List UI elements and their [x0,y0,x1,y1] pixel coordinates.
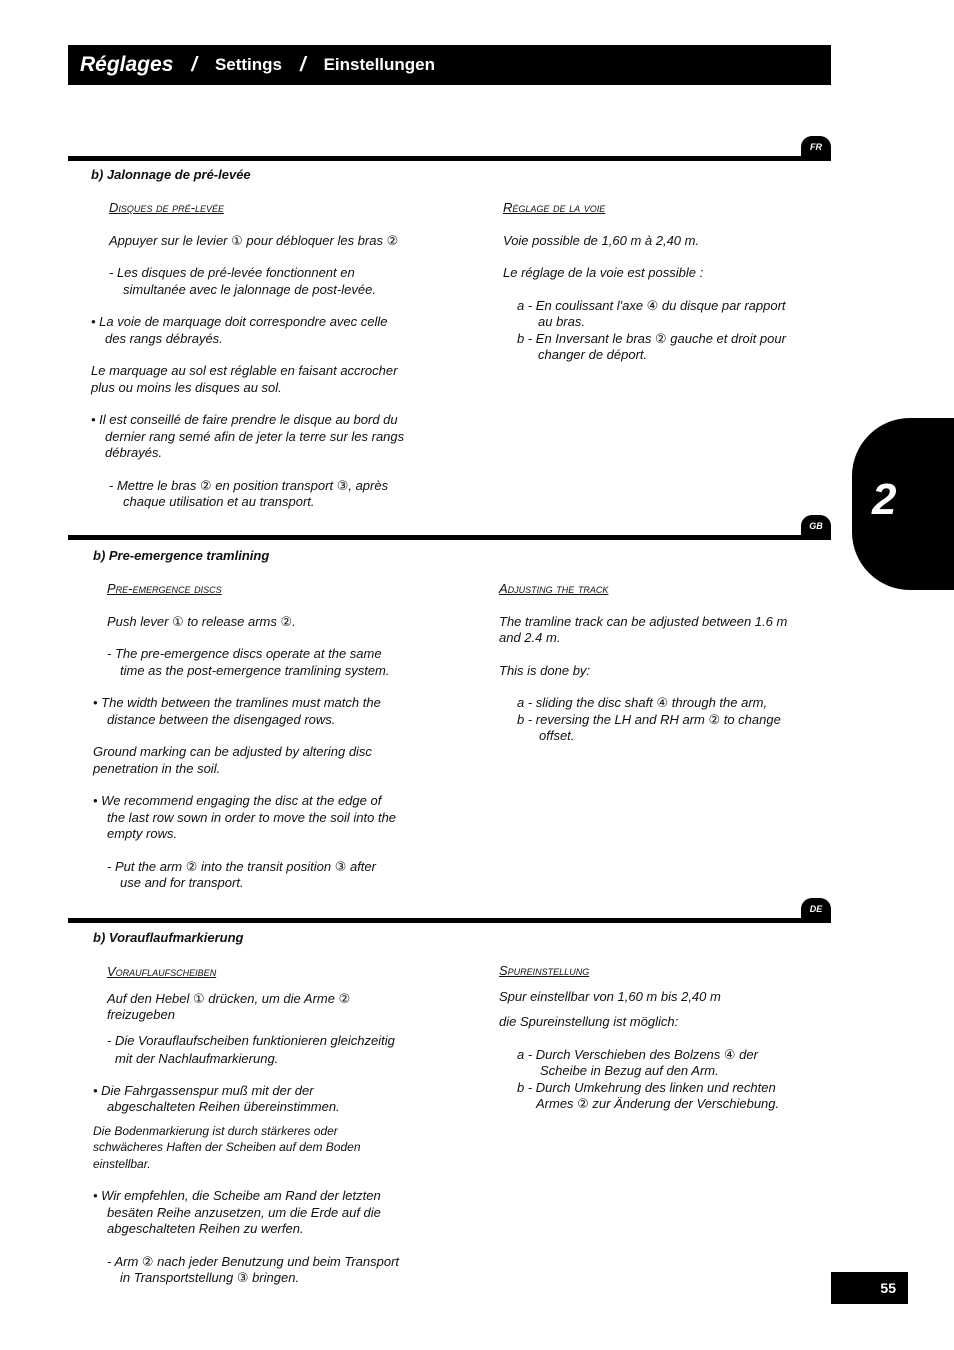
bullet: • Wir empfehlen, die Scheibe am Rand der letzten [93,1188,381,1203]
de-left-column [93,964,438,1287]
paragraph: time as the post-emergence tramlining system. [120,662,390,678]
subheading: Pre-emergence discs [107,581,222,596]
list-item: b - reversing the LH and RH arm ② to change [517,711,781,727]
header-title-gb: Settings [214,55,282,74]
bullet: des rangs débrayés. [105,330,223,346]
section-title-de: b) Vorauflaufmarkierung [93,930,244,945]
list-item: b - Durch Umkehrung des linken und rechten [517,1079,776,1095]
header-separator: / [191,53,197,76]
paragraph: mit der Nachlaufmarkierung. [115,1051,279,1066]
paragraph: and 2.4 m. [499,630,561,645]
bullet: débrayés. [105,445,163,460]
list-item: offset. [539,728,575,743]
bullet: the last row sown in order to move the soil into the [107,809,397,825]
paragraph: Ground marking can be adjusted by altering disc [93,744,372,759]
paragraph: chaque utilisation et au transport. [123,494,315,509]
paragraph: penetration in the soil. [93,760,221,776]
chapter-tab [852,418,954,590]
section-title-gb: b) Pre-emergence tramlining [93,548,270,563]
bullet: • We recommend engaging the disc at the edge of [93,793,382,808]
paragraph: Voie possible de 1,60 m à 2,40 m. [503,232,700,248]
bullet: dernier rang semé afin de jeter la terre sur les rangs [105,428,405,444]
paragraph: schwächeres Haften der Scheiben auf dem Boden [93,1140,361,1154]
section-divider [68,535,831,540]
bullet: besäten Reihe anzusetzen, um die Erde auf die [107,1204,381,1220]
subheading: Adjusting the track [499,581,609,596]
paragraph: einstellbar. [93,1156,151,1171]
subheading: Vorauflaufscheiben [107,964,217,979]
paragraph: - The pre-emergence discs operate at the same [107,646,382,661]
fr-right-column [503,200,813,364]
paragraph: in Transportstellung ③ bringen. [120,1270,300,1285]
fr-left-column [91,200,431,511]
bullet: abgeschalteten Reihen übereinstimmen. [107,1099,340,1114]
language-badge-fr: FR [801,136,831,158]
paragraph: - Arm ② nach jeder Benutzung und beim Transport [107,1253,400,1269]
header-title-fr: Réglages [80,53,174,76]
list-item: a - En coulissant l'axe ④ du disque par rapport [517,297,786,313]
bullet: • The width between the tramlines must match the [93,695,381,710]
bullet: • Il est conseillé de faire prendre le disque au bord du [91,412,398,427]
language-badge-de: DE [801,898,831,920]
paragraph: Spur einstellbar von 1,60 m bis 2,40 m [499,988,721,1004]
page-number: 55 [831,1272,908,1304]
list-item: changer de déport. [538,347,648,362]
bullet: empty rows. [107,826,178,841]
list-item: Armes ② zur Änderung der Verschiebung. [536,1096,780,1111]
page-header [68,45,831,85]
paragraph: Die Bodenmarkierung ist durch stärkeres oder [93,1123,338,1138]
bullet: abgeschalteten Reihen zu werfen. [107,1221,304,1236]
subheading: Spureinstellung [499,963,590,978]
header-title-de: Einstellungen [323,55,436,74]
paragraph: - Mettre le bras ② en position transport ③, après [109,477,389,493]
paragraph: - Die Vorauflaufscheiben funktionieren gleichzeitig [107,1032,395,1048]
subheading: Réglage de la voie [503,200,606,215]
de-right-column [499,963,819,1113]
paragraph: Push lever ① to release arms ②. [107,613,296,629]
paragraph: The tramline track can be adjusted between 1.6 m [499,613,788,629]
paragraph: - Les disques de pré-levée fonctionnent en [109,265,355,280]
bullet: • Die Fahrgassenspur muß mit der der [93,1082,314,1098]
paragraph: simultanée avec le jalonnage de post-levée. [123,281,376,297]
paragraph: plus ou moins les disques au sol. [91,379,282,395]
gb-right-column [499,581,809,745]
paragraph: freizugeben [107,1007,175,1022]
subheading: Disques de pré-levée [109,200,224,215]
paragraph: Appuyer sur le levier ① pour débloquer les bras ② [109,232,399,248]
bullet: distance between the disengaged rows. [107,711,336,727]
list-item: b - En Inversant le bras ② gauche et droit pour [517,330,786,346]
list-item: a - Durch Verschieben des Bolzens ④ der [517,1046,758,1062]
bullet: • La voie de marquage doit correspondre avec celle [91,314,388,329]
paragraph: use and for transport. [120,875,244,890]
section-divider [68,918,831,923]
paragraph: die Spureinstellung ist möglich: [499,1014,679,1029]
gb-left-column [93,581,433,892]
header-separator: / [300,53,306,76]
paragraph: This is done by: [499,662,591,678]
paragraph: Auf den Hebel ① drücken, um die Arme ② [107,990,351,1006]
paragraph: Le réglage de la voie est possible : [503,265,704,280]
section-title-fr: b) Jalonnage de pré-levée [91,167,251,182]
list-item: a - sliding the disc shaft ④ through the arm, [517,695,768,710]
chapter-number: 2 [872,475,897,524]
section-divider [68,156,831,161]
paragraph: Le marquage au sol est réglable en faisant accrocher [91,363,398,378]
language-badge-gb: GB [801,515,831,537]
list-item: au bras. [538,314,585,329]
list-item: Scheibe in Bezug auf den Arm. [540,1063,719,1078]
paragraph: - Put the arm ② into the transit position ③ after [107,858,376,874]
